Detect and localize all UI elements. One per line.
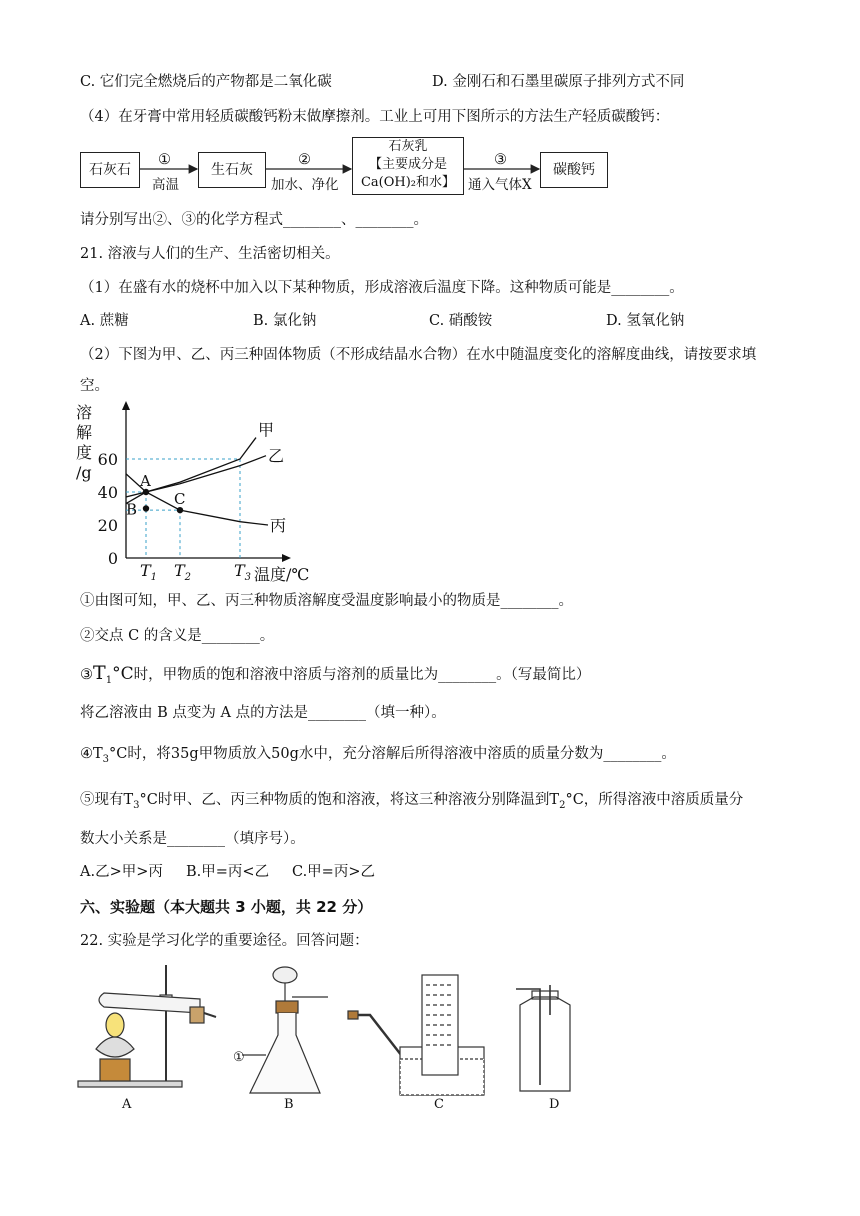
s5-option-b: B.甲=丙<乙 [186,864,270,880]
x-axis-label: 温度/℃ [254,565,310,584]
q21-option-a: A. 蔗糖 [80,313,129,329]
sub-question-3b: 将乙溶液由 B 点变为 A 点的方法是________（填一种）。 [80,705,446,721]
y-axis-label [76,403,92,482]
apparatus-b [242,967,328,1093]
x-axis-arrow [282,554,291,562]
t2-subscript: 2 [559,799,566,811]
sub-question-1: ①由图可知，甲、乙、丙三种物质溶解度受温度影响最小的物质是________。 [80,593,573,609]
y-label-char: 溶 [76,403,93,422]
sub-question-5-post: °C，所得溶液中溶质质量分 [565,792,744,808]
apparatus-d [516,985,570,1091]
flow-step-2-condition: 加水、净化 [271,177,339,193]
question-21-part-2-line2: 空。 [80,378,109,394]
sub-question-4 [80,744,676,770]
sub-question-2: ②交点 C 的含义是________。 [80,628,275,644]
solubility-chart [70,398,330,588]
label-b: B [284,1097,294,1112]
question-20-part-4: （4）在牙膏中常用轻质碳酸钙粉末做摩擦剂。工业上可用下图所示的方法生产轻质碳酸钙： [80,109,670,125]
y-label-char: /g [76,463,92,482]
flow-step-2-num: ② [298,152,311,168]
question-21-part-2-line1: （2）下图为甲、乙、丙三种固体物质（不形成结晶水合物）在水中随温度变化的溶解度曲线，请按要求填 [80,347,757,363]
flow-box-limemilk-line1: 石灰乳 [388,139,428,154]
sub-question-5-pre: ⑤现有 [80,792,124,808]
flow-box-calcium-carbonate: 碳酸钙 [540,152,608,188]
question-21-title: 21. 溶液与人们的生产、生活密切相关。 [80,246,340,262]
sub-question-3a-text: 时，甲物质的饱和溶液中溶质与溶剂的质量比为________。（写最简比） [133,667,591,683]
apparatus-c [348,975,484,1095]
sub-question-3a [80,663,590,691]
flow-box-limestone: 石灰石 [80,152,140,188]
y-tick-label: 60 [97,450,118,469]
sub-question-4-num: ④ [80,746,93,762]
s5-option-a: A.乙>甲>丙 [80,864,163,880]
y-axis-arrow [122,401,130,410]
q21-option-b: B. 氯化钠 [253,313,317,329]
question-22-title: 22. 实验是学习化学的重要途径。回答问题： [80,933,369,949]
t3-subscript: 3 [102,753,110,765]
x-tick-label: $T_2$ [174,561,192,583]
t1-symbol: T [93,662,106,684]
s5-option-c: C.甲=丙>乙 [292,864,375,880]
celsius-unit: °C [112,664,134,684]
flow-step-3-num: ③ [494,152,507,168]
y-tick-label: 0 [107,549,118,568]
series-label: 乙 [268,446,285,466]
t1-subscript: 1 [105,674,113,686]
apparatus-figure [70,955,630,1115]
flow-box-limemilk-line2: 【主要成分是 [368,157,447,172]
question-21-part-1: （1）在盛有水的烧杯中加入以下某种物质，形成溶液后温度下降。这种物质可能是________。 [80,280,684,296]
question-20-ask: 请分别写出②、③的化学方程式________、________。 [80,212,428,228]
point-label: A [140,472,151,490]
point-label: B [126,500,138,519]
t3-symbol-2: T [123,792,134,808]
apparatus-a [78,965,216,1087]
sub-question-5-line2: 数大小关系是________（填序号）。 [80,831,305,847]
point-label: C [174,490,186,509]
flow-box-limemilk-line3: Ca(OH)₂和水】 [360,175,456,190]
x-tick-label: $T_1$ [140,561,158,583]
t3-symbol: T [93,746,103,762]
label-d: D [549,1097,560,1112]
sub-question-3a-num: ③ [80,667,93,683]
label-c: C [434,1097,444,1112]
sub-question-5-line1 [80,790,743,816]
sub-question-4-text: °C时，将35g甲物质放入50g水中，充分溶解后所得溶液中溶质的质量分数为________。 [109,746,676,762]
point-B [143,505,149,511]
q21-option-d: D. 氢氧化钠 [606,313,685,329]
q21-option-c: C. 硝酸铵 [429,313,493,329]
flow-step-1-condition: 高温 [152,177,179,193]
t2-symbol: T [549,792,560,808]
series-label: 甲 [258,420,275,440]
section-6-heading: 六、实验题（本大题共 3 小题，共 22 分） [80,898,373,916]
marker-one: ① [233,1050,245,1065]
x-tick-label: $T_3$ [234,561,252,583]
y-label-char: 解 [76,423,93,442]
flow-box-quicklime: 生石灰 [198,152,266,188]
y-tick-label: 40 [97,483,118,502]
series-label: 丙 [270,516,287,535]
t3-subscript-2: 3 [133,799,140,811]
y-label-char: 度 [76,443,93,462]
flow-arrows [0,0,860,220]
flow-step-1-num: ① [158,152,171,168]
label-a: A [122,1097,132,1112]
option-d: D. 金刚石和石墨里碳原子排列方式不同 [432,74,685,90]
sub-question-5-mid: °C时甲、乙、丙三种物质的饱和溶液，将这三种溶液分别降温到 [139,792,550,808]
y-tick-label: 20 [97,516,118,535]
flow-step-3-condition: 通入气体X [468,177,532,193]
option-c: C. 它们完全燃烧后的产物都是二氧化碳 [80,74,332,90]
